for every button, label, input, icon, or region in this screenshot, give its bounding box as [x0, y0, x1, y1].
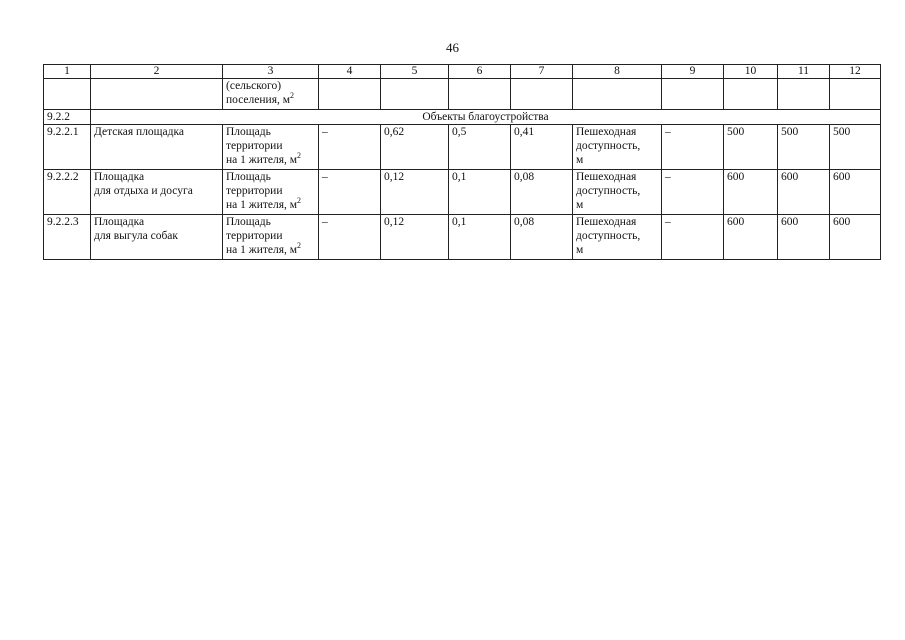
header-cell: 5	[381, 65, 449, 79]
accessibility-text: Пешеходная	[576, 171, 637, 183]
accessibility-text: доступность,	[576, 140, 641, 152]
accessibility-cell	[573, 215, 662, 260]
value-cell: 500	[830, 125, 881, 170]
value-cell: 600	[830, 215, 881, 260]
header-cell: 9	[662, 65, 724, 79]
table-cell	[573, 79, 662, 110]
unit-text	[226, 93, 315, 107]
header-cell: 10	[724, 65, 778, 79]
accessibility-text: Пешеходная	[576, 126, 637, 138]
unit-text: Площадь	[226, 126, 271, 138]
value-cell: 600	[830, 170, 881, 215]
row-name-line: Детская площадка	[94, 126, 185, 138]
table-row	[44, 125, 881, 170]
value-cell: 500	[724, 125, 778, 170]
value-cell: –	[662, 170, 724, 215]
row-name-line: Площадка	[94, 216, 145, 228]
unit-superscript: 2	[290, 91, 295, 100]
unit-cell	[223, 170, 319, 215]
value-cell: 600	[778, 215, 830, 260]
value-cell: 0,62	[381, 125, 449, 170]
value-cell: –	[319, 170, 381, 215]
accessibility-text: Пешеходная	[576, 216, 637, 228]
row-name-line: для выгула собак	[94, 230, 178, 242]
accessibility-cell	[573, 170, 662, 215]
table-cell	[44, 79, 91, 110]
accessibility-text: м	[576, 154, 584, 166]
unit-cell	[223, 215, 319, 260]
header-cell: 12	[830, 65, 881, 79]
unit-text	[226, 243, 315, 257]
table-cell	[91, 79, 223, 110]
unit-superscript: 2	[297, 241, 302, 250]
unit-cell	[223, 79, 319, 110]
accessibility-cell	[573, 125, 662, 170]
header-cell: 6	[449, 65, 511, 79]
header-cell: 7	[511, 65, 573, 79]
accessibility-text: м	[576, 244, 584, 256]
section-code: 9.2.2	[44, 110, 91, 125]
value-cell: 0,5	[449, 125, 511, 170]
unit-text	[226, 153, 315, 167]
value-cell: 600	[724, 215, 778, 260]
table-cell	[724, 79, 778, 110]
unit-text: территории	[226, 140, 283, 152]
row-name-line: Площадка	[94, 171, 145, 183]
value-cell: 0,08	[511, 215, 573, 260]
value-cell: 0,12	[381, 215, 449, 260]
table-cell	[511, 79, 573, 110]
row-code: 9.2.2.1	[44, 125, 91, 170]
value-cell: 600	[724, 170, 778, 215]
value-cell: 0,08	[511, 170, 573, 215]
unit-text: территории	[226, 230, 283, 242]
header-cell: 11	[778, 65, 830, 79]
accessibility-text: доступность,	[576, 185, 641, 197]
table-row	[44, 170, 881, 215]
table-cell	[662, 79, 724, 110]
table-cell	[319, 79, 381, 110]
row-name-line: для отдыха и досуга	[94, 185, 193, 197]
row-code: 9.2.2.2	[44, 170, 91, 215]
value-cell: 0,1	[449, 170, 511, 215]
value-cell: 0,41	[511, 125, 573, 170]
header-cell: 8	[573, 65, 662, 79]
unit-text-main: на 1 жителя, м	[226, 199, 298, 211]
table-row	[44, 215, 881, 260]
section-row	[44, 110, 881, 125]
row-code: 9.2.2.3	[44, 215, 91, 260]
unit-text-main: на 1 жителя, м	[226, 154, 298, 166]
unit-text	[226, 198, 315, 212]
unit-text: Площадь	[226, 216, 271, 228]
row-name	[91, 170, 223, 215]
table-cell	[449, 79, 511, 110]
accessibility-text: м	[576, 199, 584, 211]
norms-table	[43, 64, 881, 260]
value-cell: 0,1	[449, 215, 511, 260]
table-cell	[778, 79, 830, 110]
header-cell: 1	[44, 65, 91, 79]
page-number: 46	[446, 40, 459, 55]
column-number-row	[44, 65, 881, 79]
value-cell: –	[319, 215, 381, 260]
table-cell	[830, 79, 881, 110]
value-cell: –	[662, 125, 724, 170]
row-name	[91, 215, 223, 260]
value-cell: –	[319, 125, 381, 170]
accessibility-text: доступность,	[576, 230, 641, 242]
row-name	[91, 125, 223, 170]
unit-superscript: 2	[297, 196, 302, 205]
section-title: Объекты благоустройства	[91, 110, 881, 125]
unit-text: территории	[226, 185, 283, 197]
table-cell	[381, 79, 449, 110]
unit-cell	[223, 125, 319, 170]
unit-text: (сельского)	[226, 80, 282, 92]
header-cell: 4	[319, 65, 381, 79]
value-cell: 500	[778, 125, 830, 170]
unit-text: Площадь	[226, 171, 271, 183]
value-cell: 0,12	[381, 170, 449, 215]
header-cell: 3	[223, 65, 319, 79]
unit-text-main: на 1 жителя, м	[226, 244, 298, 256]
unit-text-main: поселения, м	[226, 94, 291, 106]
value-cell: 600	[778, 170, 830, 215]
continuation-row	[44, 79, 881, 110]
value-cell: –	[662, 215, 724, 260]
unit-superscript: 2	[297, 151, 302, 160]
header-cell: 2	[91, 65, 223, 79]
